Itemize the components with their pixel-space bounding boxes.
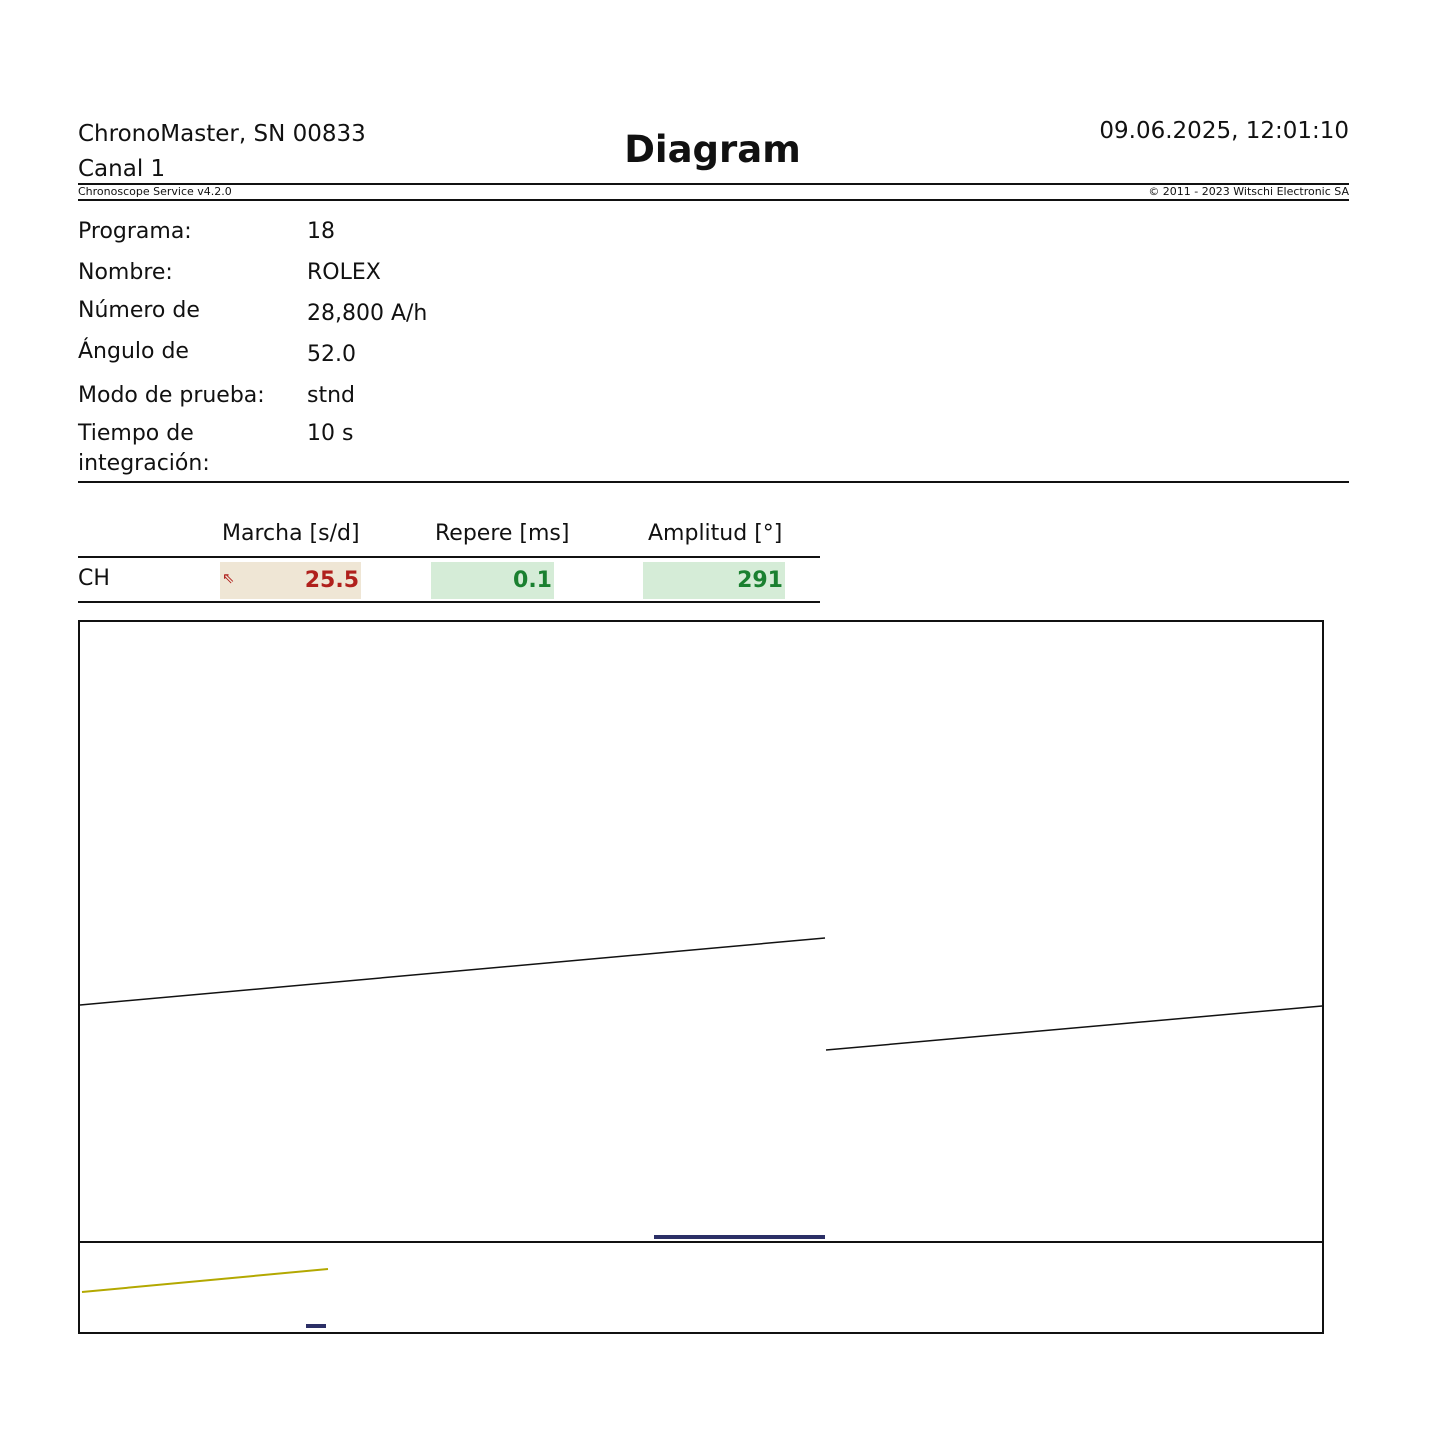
- overview-marker: [306, 1324, 326, 1328]
- info-value-program: 18: [307, 219, 335, 244]
- info-value-test-mode: stnd: [307, 383, 355, 408]
- channel-name: Canal 1: [78, 156, 166, 182]
- col-header-rate: Marcha [s/d]: [222, 521, 360, 546]
- beat-error-value: 0.1: [513, 568, 552, 593]
- trace-segment-1: [80, 938, 825, 1005]
- info-label-test-mode: Modo de prueba:: [78, 383, 265, 408]
- info-label-integration-line1: Tiempo de: [78, 421, 194, 446]
- page-title: Diagram: [624, 128, 801, 171]
- info-label-beat-rate: Número de: [78, 298, 200, 323]
- copyright: © 2011 - 2023 Witschi Electronic SA: [1148, 185, 1349, 198]
- timestamp: 09.06.2025, 12:01:10: [1099, 118, 1349, 144]
- col-header-beat-error: Repere [ms]: [435, 521, 570, 546]
- overview-trace: [82, 1269, 328, 1292]
- info-label-name: Nombre:: [78, 260, 173, 285]
- info-label-program: Programa:: [78, 219, 192, 244]
- info-value-integration-time: 10 s: [307, 421, 354, 446]
- device-name: ChronoMaster, SN 00833: [78, 121, 366, 147]
- info-label-lift-angle: Ángulo de: [78, 339, 189, 364]
- info-value-lift-angle: 52.0: [307, 342, 356, 367]
- col-header-amplitude: Amplitud [°]: [648, 521, 783, 546]
- amplitude-value: 291: [737, 568, 783, 593]
- rate-value: 25.5: [304, 568, 359, 593]
- row-label: CH: [78, 566, 110, 591]
- info-label-integration-line2: integración:: [78, 451, 210, 476]
- software-version: Chronoscope Service v4.2.0: [78, 185, 232, 198]
- trace-segment-2: [826, 1006, 1322, 1050]
- arrow-up-left-icon: ⇖: [222, 569, 235, 587]
- window-marker: [654, 1235, 825, 1239]
- diagram-frame: [79, 621, 1323, 1333]
- info-value-name: ROLEX: [307, 260, 381, 285]
- info-value-beat-rate: 28,800 A/h: [307, 301, 428, 326]
